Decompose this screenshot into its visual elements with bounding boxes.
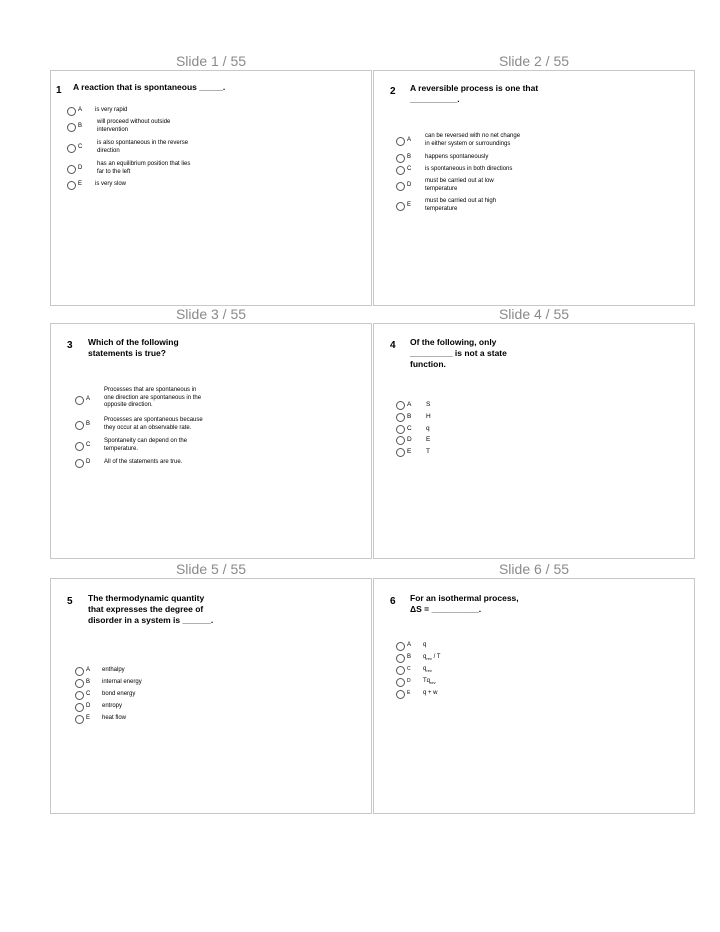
slide-label: Slide 3 / 55 xyxy=(175,306,247,322)
radio-button[interactable] xyxy=(396,401,405,410)
radio-button[interactable] xyxy=(396,425,405,434)
radio-button[interactable] xyxy=(396,448,405,457)
question-text: The thermodynamic quantity that expresses the degree of disorder in a system is ______. xyxy=(88,593,214,625)
radio-button[interactable] xyxy=(396,202,405,211)
question-text: For an isothermal process, ΔS = __________. xyxy=(410,593,519,614)
question-number: 3 xyxy=(67,340,73,351)
radio-button[interactable] xyxy=(75,396,84,405)
radio-button[interactable] xyxy=(396,690,405,699)
radio-button[interactable] xyxy=(67,107,76,116)
radio-button[interactable] xyxy=(67,123,76,132)
radio-button[interactable] xyxy=(67,181,76,190)
radio-button[interactable] xyxy=(75,421,84,430)
radio-button[interactable] xyxy=(396,137,405,146)
slide-label: Slide 5 / 55 xyxy=(175,561,247,577)
radio-button[interactable] xyxy=(396,642,405,651)
slide-1: 1 A reaction that is spontaneous _____. A is very rapid B will proceed without outside intervention C is also spontaneous in the reverse direction D has an equilibrium position that lies far to the left E is very slow xyxy=(50,70,372,306)
question-number: 2 xyxy=(390,86,396,97)
radio-button[interactable] xyxy=(75,703,84,712)
slide-3: 3 Which of the following statements is true? A Processes that are spontaneous in one direction are spontaneous in the opposite direction. B Processes are spontaneous because they occur at an observable rate. C Spontaneity can depend on the temperature. D All of the statements are true. xyxy=(50,323,372,559)
question-text: A reaction that is spontaneous _____. xyxy=(73,82,226,92)
radio-button[interactable] xyxy=(396,166,405,175)
question-text: Which of the following statements is true? xyxy=(88,337,179,358)
slide-2: 2 A reversible process is one that __________. A can be reversed with no net change in either system or surroundings B happens spontaneously C is spontaneous in both directions D must be carried out at low temperature E must be carried out at high temperature xyxy=(373,70,695,306)
slide-6: 6 For an isothermal process, ΔS = __________. A q B $q_{rev}$ / T C $q_{rev}$ D $Tq_{rev}$ E q + w xyxy=(373,578,695,814)
question-text: A reversible process is one that __________. xyxy=(410,83,539,104)
radio-button[interactable] xyxy=(75,459,84,468)
question-number: 5 xyxy=(67,596,73,607)
radio-button[interactable] xyxy=(75,679,84,688)
radio-button[interactable] xyxy=(396,413,405,422)
radio-button[interactable] xyxy=(396,678,405,687)
radio-button[interactable] xyxy=(396,666,405,675)
slide-4: 4 Of the following, only _________ is not a state function. A S B H C q D E E T xyxy=(373,323,695,559)
radio-button[interactable] xyxy=(75,667,84,676)
radio-button[interactable] xyxy=(67,165,76,174)
question-text: Of the following, only _________ is not a state function. xyxy=(410,337,507,369)
radio-button[interactable] xyxy=(396,436,405,445)
slide-label: Slide 2 / 55 xyxy=(498,53,570,69)
radio-button[interactable] xyxy=(67,144,76,153)
radio-button[interactable] xyxy=(396,182,405,191)
radio-button[interactable] xyxy=(75,715,84,724)
question-number: 6 xyxy=(390,596,396,607)
slide-label: Slide 4 / 55 xyxy=(498,306,570,322)
slide-5: 5 The thermodynamic quantity that expresses the degree of disorder in a system is ______. A enthalpy B internal energy C bond energy D entropy E heat flow xyxy=(50,578,372,814)
question-number: 4 xyxy=(390,340,396,351)
question-number: 1 xyxy=(56,85,62,96)
radio-button[interactable] xyxy=(396,654,405,663)
slide-label: Slide 1 / 55 xyxy=(175,53,247,69)
slide-label: Slide 6 / 55 xyxy=(498,561,570,577)
radio-button[interactable] xyxy=(396,154,405,163)
radio-button[interactable] xyxy=(75,691,84,700)
radio-button[interactable] xyxy=(75,442,84,451)
